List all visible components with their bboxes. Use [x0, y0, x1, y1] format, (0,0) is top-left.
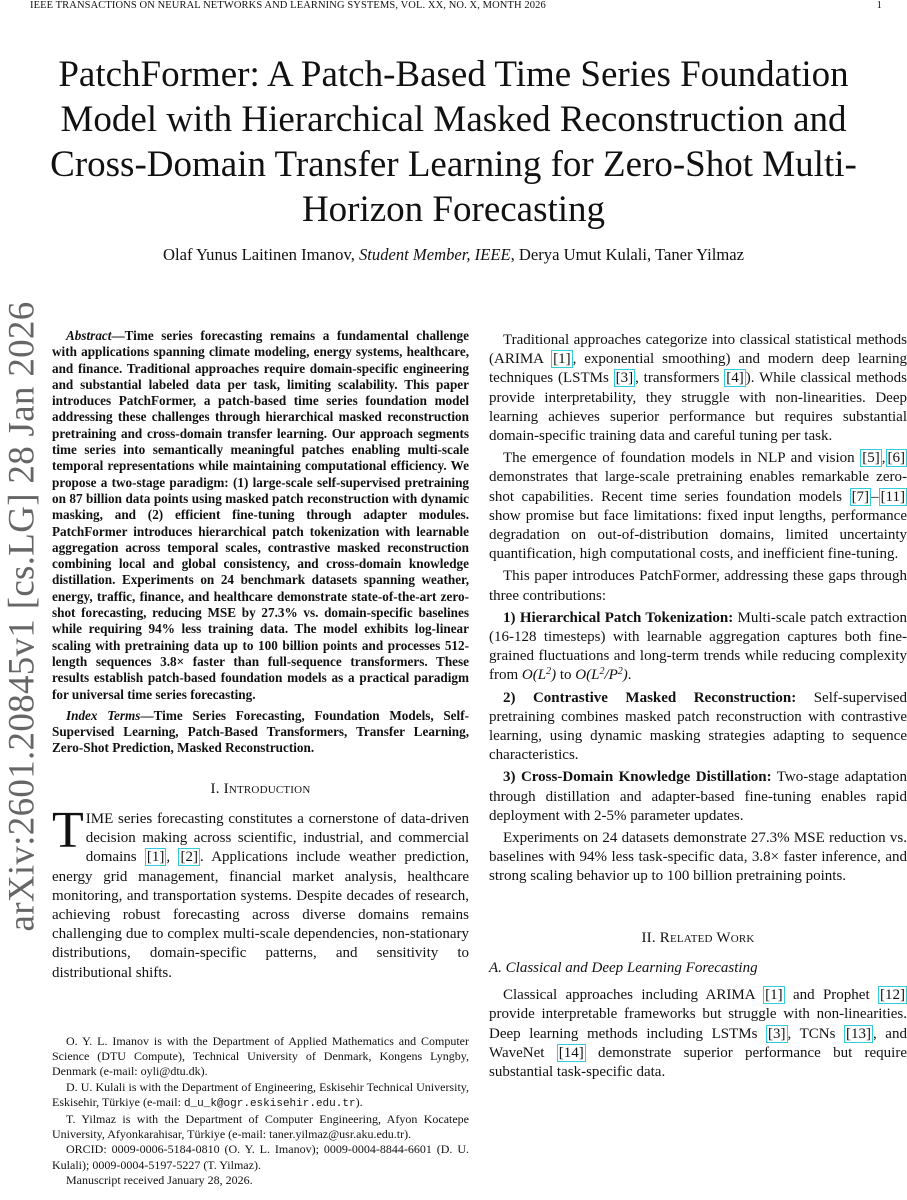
contribution-1-to: to [556, 667, 576, 684]
subsection-heading: A. Classical and Deep Learning Forecasting [489, 959, 758, 976]
intro-p3-a: The emergence of foundation models in NLP and vision [503, 450, 861, 467]
related-p1-f: demonstrate superior performance but require substantial task-specific data. [489, 1044, 907, 1080]
drop-cap: T [52, 801, 84, 859]
footnote-author-2 [52, 1080, 469, 1112]
section-1-heading [52, 780, 469, 799]
math-1-base: O(L [521, 667, 547, 684]
abstract-dash: — [111, 328, 125, 343]
math-2-mid: /P [604, 667, 618, 684]
citation-link[interactable]: [2] [180, 849, 198, 866]
section-1-title: Introduction [223, 780, 311, 797]
math-2-sup2: 2 [617, 666, 623, 678]
page-number: 1 [876, 0, 882, 11]
right-column [489, 328, 907, 1082]
math-2-end: ) [622, 667, 628, 684]
related-p1-a: Classical approaches including ARIMA [503, 987, 764, 1004]
author-line [40, 245, 867, 265]
contribution-2-label: 2) Contrastive Masked Reconstruction: [503, 689, 797, 706]
related-p1-b: and Prophet [784, 987, 878, 1004]
intro-p3-sep: , [881, 450, 886, 467]
footnote-2-end: ). [355, 1094, 363, 1109]
math-1-sup: 2 [546, 666, 552, 678]
math-1-end: ) [551, 667, 557, 684]
abstract [52, 328, 469, 703]
left-column [52, 328, 469, 983]
math-2-sup: 2 [599, 666, 605, 678]
contribution-1-text: Multi-scale patch extraction (16-128 timesteps) with learnable aggregation captures both fine-grained fluctuations and long-term trends while reducing complexity from [489, 609, 907, 684]
contribution-3-label: 3) Cross-Domain Knowledge Distillation: [503, 769, 772, 786]
contribution-2-text: Self-supervised pretraining combines masked patch reconstruction with contrastive learning, using dynamic masking strategies adapting to sequence characteristics. [489, 689, 907, 764]
contribution-1-end: . [627, 667, 632, 684]
math-complexity-1 [522, 667, 556, 683]
abstract-text: Time series forecasting remains a fundamental challenge with applications spanning climate modeling, energy systems, healthcare, and finance. Traditional approaches require domain-specific engineering and substantial labeled data per task, limiting scalability. This paper introduces PatchFormer, a patch-based time series foundation model addressing these challenges through hierarchical masked reconstruction pretraining and cross-domain transfer learning. Our approach segments time series into semantically meaningful patches enabling multi-scale temporal representations while maintaining computational efficiency. We propose a two-stage paradigm: (1) large-scale self-supervised pretraining on 87 billion data points using masked patch reconstruction with dynamic masking, and (2) efficient fine-tuning through adapter modules. PatchFormer introduces hierarchical patch tokenization with learnable aggregation across temporal scales, contrastive masked reconstruction combining local and global consistency, and cross-domain knowledge distillation. Experiments on 24 benchmark datasets spanning weather, energy, traffic, finance, and healthcare demonstrate state-of-the-art zero-shot forecasting, reducing MSE by 27.3% vs. domain-specific baselines while requiring 94% less training data. The model exhibits log-linear scaling with pretraining data up to 100 billion points and processes 512-length sequences 3.8× faster than full-sequence transformers. These results establish patch-based foundation models as a practical paradigm for universal time series forecasting. [52, 328, 469, 702]
footnote-author-3: T. Yilmaz is with the Department of Computer Engineering, Afyon Kocatepe University, Afyonkarahisar, Türkiye (e-mail: taner.yilmaz@usr.aku.edu.tr). [52, 1112, 469, 1142]
footnotes [52, 1034, 469, 1188]
contribution-2 [489, 689, 907, 766]
intro-p3-b: demonstrates that large-scale pretraining enables remarkable zero-shot capabilities. Recent time series foundation models [489, 469, 907, 505]
index-terms-dash: — [140, 707, 154, 723]
intro-p2-d: ). While classical methods provide interpretability, they struggle with non-linearities. Deep learning achieves superior performance but requires substantial domain-specific training data and careful tuning per task. [489, 370, 907, 445]
citation-link[interactable]: [7] [851, 488, 870, 505]
intro-p1-sep: , [166, 849, 179, 866]
intro-paragraph-3 [489, 449, 907, 564]
footnote-2-text: D. U. Kulali is with the Department of Engineering, Eskisehir Technical University, Eskisehir, Türkiye (e-mail: [52, 1079, 469, 1109]
citation-link[interactable]: [13] [845, 1025, 871, 1042]
citation-link[interactable]: [6] [887, 450, 905, 467]
arxiv-watermark: arXiv:2601.20845v1 [cs.LG] 28 Jan 2026 [1, 301, 43, 932]
related-p1-c: provide interpretable frameworks but struggle with non-linearities. Deep learning methods including LSTMs [489, 1006, 907, 1042]
intro-paragraph-2 [489, 331, 907, 446]
citation-link[interactable]: [3] [615, 370, 634, 387]
index-terms-lead: Index Terms [66, 707, 141, 723]
citation-link[interactable]: [4] [726, 370, 744, 387]
citation-link[interactable]: [12] [879, 987, 905, 1004]
intro-paragraph-4: This paper introduces PatchFormer, addressing these gaps through three contributions: [489, 568, 907, 604]
intro-p2-a: Traditional approaches categorize into classical statistical methods (ARIMA [489, 332, 907, 368]
author-membership: Student Member, IEEE [359, 245, 511, 264]
intro-p2-b: , exponential smoothing) and modern deep learning techniques (LSTMs [489, 351, 907, 387]
intro-p1-a: series forecasting constitutes a cornerstone of data-driven decision making across scientific, industrial, and commercial domains [85, 810, 469, 866]
contribution-1-label: 1) Hierarchical Patch Tokenization: [503, 609, 734, 626]
related-p1-d: , TCNs [787, 1025, 844, 1042]
index-terms-text: Time Series Forecasting, Foundation Models, Self-Supervised Learning, Patch-Based Transformers, Transfer Learning, Zero-Shot Prediction, Masked Reconstruction. [52, 707, 469, 756]
intro-p1-b: . Applications include weather prediction, energy grid management, financial market analysis, healthcare monitoring, and transportation systems. Despite decades of research, achieving robust forecasting across diverse domains remains challenging due to complex multi-scale dependencies, non-stationary distributions, domain-specific patterns, and sensitivity to distributional shifts. [52, 849, 469, 981]
contribution-1 [489, 609, 907, 686]
author-rest: , Derya Umut Kulali, Taner Yilmaz [510, 245, 744, 264]
journal-header: IEEE TRANSACTIONS ON NEURAL NETWORKS AND LEARNING SYSTEMS, VOL. XX, NO. X, MONTH 2026 [30, 0, 546, 11]
contribution-3-text: Two-stage adaptation through distillation and adapter-based fine-tuning enables rapid deployment with 2-5% parameter updates. [489, 769, 907, 824]
section-1-number: I. [210, 780, 224, 797]
citation-link[interactable]: [1] [146, 849, 165, 866]
citation-link[interactable]: [3] [768, 1025, 786, 1042]
running-head [30, 0, 882, 16]
intro-p3-dash: – [871, 488, 879, 505]
math-complexity-2 [575, 667, 628, 683]
intro-paragraph-1 [52, 801, 469, 983]
footnote-orcid: ORCID: 0009-0006-5184-0810 (O. Y. L. Imanov); 0009-0004-8844-6601 (D. U. Kulali); 0009-0004-5197-5227 (T. Yilmaz). [52, 1142, 469, 1172]
citation-link[interactable]: [1] [765, 987, 783, 1004]
citation-link[interactable]: [1] [553, 351, 571, 368]
section-2-number: II. [641, 929, 660, 946]
citation-link[interactable]: [11] [880, 488, 905, 505]
paper-title: PatchFormer: A Patch-Based Time Series Foundation Model with Hierarchical Masked Reconstruction and Cross-Domain Transfer Learning for Zero-Shot Multi-Horizon Forecasting [50, 54, 857, 230]
intro-p2-c: , transformers [635, 370, 725, 387]
author-first: Olaf Yunus Laitinen Imanov, [162, 245, 355, 264]
citation-link[interactable]: [14] [558, 1044, 584, 1061]
section-2-heading [489, 929, 907, 948]
intro-paragraph-5: Experiments on 24 datasets demonstrate 27.3% MSE reduction vs. baselines with 94% less task-specific data, 3.8× faster inference, and strong scaling behavior up to 100 billion pretraining points. [489, 830, 907, 885]
section-2-title: Related Work [659, 929, 755, 946]
intro-p3-c: show promise but face limitations: fixed input lengths, performance degradation on out-of-distribution domains, limited uncertainty quantification, high computational costs, and inefficient fine-tuning. [489, 507, 907, 563]
footnote-received: Manuscript received January 28, 2026. [66, 1172, 253, 1187]
math-2-base: O(L [575, 667, 600, 684]
contribution-3 [489, 768, 907, 826]
related-paragraph-1 [489, 986, 907, 1082]
email-link[interactable]: d_u_k@ogr.eskisehir.edu.tr [183, 1097, 356, 1110]
related-p1-e: , and WaveNet [489, 1025, 907, 1061]
intro-smallcaps: IME [85, 810, 114, 827]
citation-link[interactable]: [5] [862, 450, 880, 467]
index-terms [52, 708, 469, 757]
footnote-author-1: O. Y. L. Imanov is with the Department of Applied Mathematics and Computer Science (DTU Compute), Technical University of Denmark, Kongens Lyngby, Denmark (e-mail: oyli@dtu.dk). [52, 1034, 469, 1079]
abstract-lead: Abstract [66, 328, 112, 343]
